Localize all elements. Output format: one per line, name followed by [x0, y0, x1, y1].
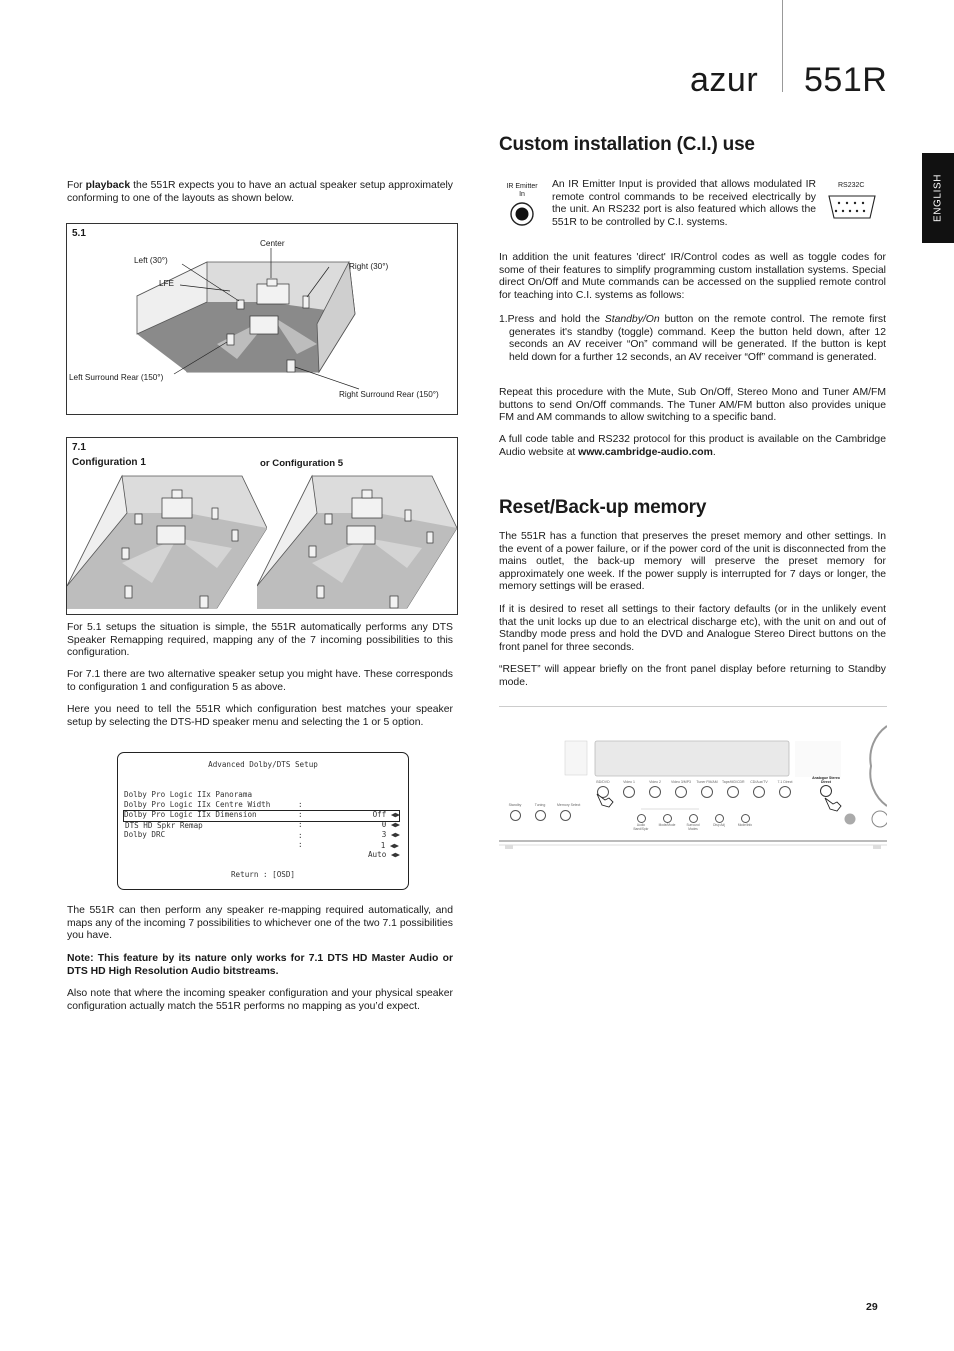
osd-row-sep: : — [298, 800, 303, 809]
paragraph-configuration: Here you need to tell the 551R which configuration best matches your speaker setup by selecting the DTS-HD speaker menu and selecting the 1 or 5 option. — [67, 704, 453, 728]
ci-heading: Custom installation (C.I.) use — [499, 134, 755, 155]
ci-paragraph-2: In addition the unit features 'direct' IR/Control codes as well as toggle codes for some of their features to simplify programming custom installation systems. Special direct On/Off and Mute commands can be accessed on the supplied remote control for teaching into C.I. systems as follows: — [499, 252, 886, 301]
panel-button-label: Audio Band/Spkr — [633, 823, 649, 831]
button-circle-icon — [727, 786, 739, 798]
label-left-surround: Left Surround Rear (150°) — [69, 373, 164, 382]
panel-bottom-buttons — [632, 814, 757, 836]
panel-button-label: Tuner FM/AM — [696, 780, 718, 784]
label-center: Center — [260, 239, 285, 248]
reset-paragraph-3: “RESET” will appear briefly on the front panel display before returning to Standby mode. — [499, 664, 886, 688]
osd-title: Advanced Dolby/DTS Setup — [208, 760, 318, 769]
knob-icon — [535, 810, 546, 821]
ci-list-emphasis: Standby/On — [604, 314, 660, 325]
osd-row-value: 1 ◀▶ — [380, 841, 399, 850]
diagram-7-1-title: 7.1 — [72, 442, 86, 453]
ci-list-item: 1.Press and hold the Standby/On button on the remote control. The remote first generates it's standby (toggle) command. Keep the button held down, after 12 seconds an AV receiver “On” command will be generated. If the button is kept held down for a further 12 seconds, an AV receiver “Off” command is generated. — [499, 314, 886, 363]
label-lfe: LFE — [159, 279, 175, 288]
button-circle-icon — [741, 814, 750, 823]
button-circle-icon — [663, 814, 672, 823]
header-brand: azur — [690, 61, 759, 99]
reset-paragraph-2: If it is desired to reset all settings to their factory defaults (or in the unlikely event that the unit locks up due to an electrical discharge etc), with the unit on and out of Standby mode press and hold the DVD and Analogue Stereo Direct buttons on the front panel for three seconds. — [499, 604, 886, 653]
panel-button-label: Disp Adj — [713, 823, 725, 827]
rs232-label: RS232C — [838, 182, 865, 189]
panel-button[interactable] — [684, 814, 702, 831]
panel-button-label: Tuning — [534, 803, 546, 807]
osd-row-value: Off ◀▶ — [372, 810, 400, 819]
paragraph-remapping: The 551R can then perform any speaker re-mapping required automatically, and maps any of the incoming 7 possibilities to whichever one of the two 7.1 possibilities you have. — [67, 905, 453, 942]
config-1-label: Configuration 1 — [72, 457, 146, 468]
room-7-1-config-1 — [67, 468, 267, 614]
panel-button-label: Video 3/MP3 — [671, 780, 691, 784]
osd-footer[interactable]: Return : [OSD] — [230, 870, 295, 879]
panel-button-label: BD/DVD — [596, 780, 610, 784]
button-circle-icon — [675, 786, 687, 798]
button-circle-icon — [637, 814, 646, 823]
button-circle-icon — [649, 786, 661, 798]
button-circle-icon — [753, 786, 765, 798]
ir-emitter-label: IR Emitter In — [506, 183, 538, 198]
button-circle-icon — [689, 814, 698, 823]
osd-menu — [117, 752, 409, 890]
front-panel-illustration — [499, 706, 887, 851]
room-5-1-illustration — [67, 224, 457, 414]
panel-button-label: 7.1 Direct — [777, 780, 793, 784]
panel-button-label: Mode/Info — [737, 823, 753, 827]
panel-button-label: Analogue Stereo Direct — [812, 776, 840, 784]
rs232-port-icon — [826, 193, 878, 221]
osd-row-value: Auto ◀▶ — [367, 850, 400, 859]
button-circle-icon — [623, 786, 635, 798]
panel-button-label: Standby — [508, 803, 522, 807]
osd-row-label: Dolby Pro Logic IIx Centre Width — [124, 800, 271, 809]
osd-row-sep: : — [298, 831, 303, 840]
label-right-surround: Right Surround Rear (150°) — [339, 390, 439, 399]
button-circle-icon — [779, 786, 791, 798]
knob-icon — [560, 810, 571, 821]
button-circle-icon — [715, 814, 724, 823]
diagram-5-1-title: 5.1 — [72, 228, 86, 239]
ir-emitter-jack-icon — [509, 201, 535, 227]
page-number: 29 — [866, 1301, 878, 1313]
header-model: 551R — [804, 61, 888, 99]
language-tab[interactable] — [922, 153, 954, 243]
pressing-finger-icon — [595, 790, 615, 808]
osd-row-sep: : — [298, 820, 303, 829]
header-divider — [782, 0, 783, 92]
panel-button[interactable] — [696, 780, 718, 798]
paragraph-7-1: For 7.1 there are two alternative speaker setup you might have. These corresponds to configuration 1 and configuration 5 as above. — [67, 669, 453, 693]
intro-paragraph: For playback the 551R expects you to have an actual speaker setup approximately conforming to one of the layouts as shown below. — [67, 180, 453, 204]
panel-button-label: Video 2 — [649, 780, 661, 784]
label-left: Left (30°) — [134, 256, 168, 265]
website-link[interactable]: www.cambridge-audio.com — [578, 446, 713, 458]
panel-control[interactable] — [507, 803, 523, 821]
ci-paragraph-3: Repeat this procedure with the Mute, Sub On/Off, Stereo Mono and Tuner AM/FM buttons to send On/Off commands. The Tuner AM/FM button also provides unique FM and AM commands to allow switching to a specific band. — [499, 387, 886, 424]
panel-button-label: Mode/Mode — [658, 823, 676, 827]
note-paragraph: Note: This feature by its nature only works for 7.1 DTS HD Master Audio or DTS HD High Resolution Audio bitstreams. — [67, 953, 453, 977]
panel-control[interactable] — [532, 803, 548, 821]
panel-button-label: Tape/MD/CDR — [722, 780, 745, 784]
panel-button-label: CD/Aux/TV — [750, 780, 768, 784]
panel-button[interactable] — [774, 780, 796, 798]
osd-row-value: 3 ◀▶ — [381, 830, 400, 839]
diagram-7-1-box — [66, 437, 458, 615]
room-7-1-config-5 — [257, 468, 457, 614]
panel-button[interactable] — [722, 780, 744, 798]
diagram-5-1-box — [66, 223, 458, 415]
panel-button[interactable] — [748, 780, 770, 798]
reset-paragraph-1: The 551R has a function that preserves the preset memory and other settings. In the event of a power failure, or if the power cord of the unit is disconnected from the mains outlet, the back-up memory will preserve the preset memory for approximately one week. If the power supply is interrupted for 7 days or longer, the memory settings will be erased. — [499, 531, 886, 593]
panel-button[interactable] — [632, 814, 650, 831]
panel-button[interactable] — [618, 780, 640, 798]
osd-row-value: 0 ◀▶ — [381, 820, 400, 829]
osd-row-label: DTS HD Spkr Remap — [125, 821, 203, 830]
panel-button[interactable] — [736, 814, 754, 827]
label-right: Right (30°) — [349, 262, 389, 271]
button-circle-icon — [701, 786, 713, 798]
ci-paragraph-4: A full code table and RS232 protocol for this product is available on the Cambridge Audio website at www.cambridge-audio.com. — [499, 434, 886, 458]
knob-icon — [510, 810, 521, 821]
osd-row-label: Dolby Pro Logic IIx Panorama — [124, 790, 253, 799]
panel-button-label: Memory Select — [557, 803, 581, 807]
panel-top-buttons — [592, 780, 802, 808]
osd-row-label: Dolby DRC — [124, 830, 166, 839]
panel-button[interactable] — [710, 814, 728, 827]
paragraph-no-mapping: Also note that where the incoming speaker configuration and your physical speaker configuration actually match the 551R performs no mapping as you’d expect. — [67, 988, 453, 1012]
reset-heading: Reset/Back-up memory — [499, 497, 707, 518]
language-tab-label: ENGLISH — [932, 173, 944, 223]
intro-bold: playback — [85, 180, 131, 191]
osd-row-sep: : — [298, 810, 303, 819]
config-5-label: or Configuration 5 — [260, 458, 344, 469]
osd-row-label: Dolby Pro Logic IIx Dimension — [124, 810, 257, 819]
osd-row-sep: : — [298, 840, 303, 849]
panel-button-label: Video 1 — [623, 780, 635, 784]
osd-row[interactable] — [124, 820, 402, 859]
paragraph-5-1: For 5.1 setups the situation is simple, the 551R automatically performs any DTS Speaker Remapping required, mapping any of the 7 incoming possibilities to this configuration. — [67, 622, 453, 659]
panel-control[interactable] — [557, 803, 581, 821]
panel-left-controls — [507, 803, 581, 827]
ci-paragraph-1: An IR Emitter Input is provided that allows modulated IR remote control commands to be received electrically by the unit. An RS232 port is also featured which allows the 551R to be controlled by C.I. systems. — [552, 179, 816, 228]
panel-button[interactable] — [670, 780, 692, 798]
pressing-finger-icon — [823, 794, 843, 812]
panel-button[interactable] — [658, 814, 676, 827]
panel-button-label: Surround Modes — [686, 823, 700, 831]
panel-button[interactable] — [644, 780, 666, 798]
